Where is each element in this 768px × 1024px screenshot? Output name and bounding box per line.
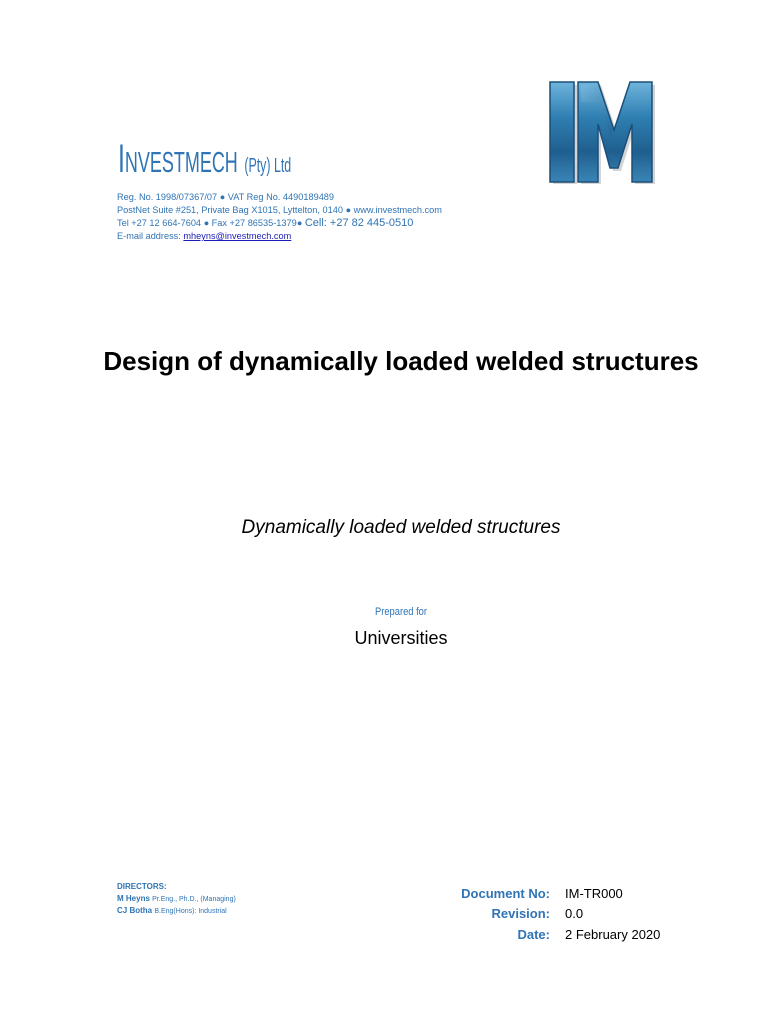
email-label: E-mail address: [117,231,184,241]
phone-line [117,217,413,230]
directors-label: DIRECTORS: [117,882,167,891]
email-link[interactable]: mheyns@investmech.com [183,231,292,241]
director-credentials: B.Eng(Hons): Industrial [154,908,227,915]
email-line [117,230,291,243]
address-line: PostNet Suite #251, Private Bag X1015, Lyttelton, 0140 ● www.investmech.com [117,205,442,215]
director-name: CJ Botha [117,906,153,915]
phone-fax-text: Tel +27 12 664-7604 ● Fax +27 86535-1379● [117,218,305,228]
revision-value: 0.0 [565,906,584,921]
company-suffix: (Pty) Ltd [244,155,292,177]
date-label: Date: [517,927,550,942]
recipient: Universities [354,628,448,648]
document-subtitle: Dynamically loaded welded structures [241,517,561,538]
company-name-initial: I [118,137,125,181]
company-name [118,137,291,188]
director-name: M Heyns [117,894,150,903]
registration-line: Reg. No. 1998/07367/07 ● VAT Reg No. 4490189489 [117,192,335,202]
document-number-label: Document No: [461,886,550,901]
im-logo [548,78,656,184]
prepared-for-label: Prepared for [375,606,427,618]
cell-text: Cell: +27 82 445-0510 [304,217,414,229]
document-title: Design of dynamically loaded welded structures [103,346,699,376]
director-item [117,905,227,918]
date-value: 2 February 2020 [565,927,661,942]
document-number-value: IM-TR000 [565,886,623,901]
company-name-rest: NVESTMECH [124,147,238,179]
revision-label: Revision: [491,906,550,921]
director-credentials: Pr.Eng., Ph.D., (Managing) [152,896,236,903]
